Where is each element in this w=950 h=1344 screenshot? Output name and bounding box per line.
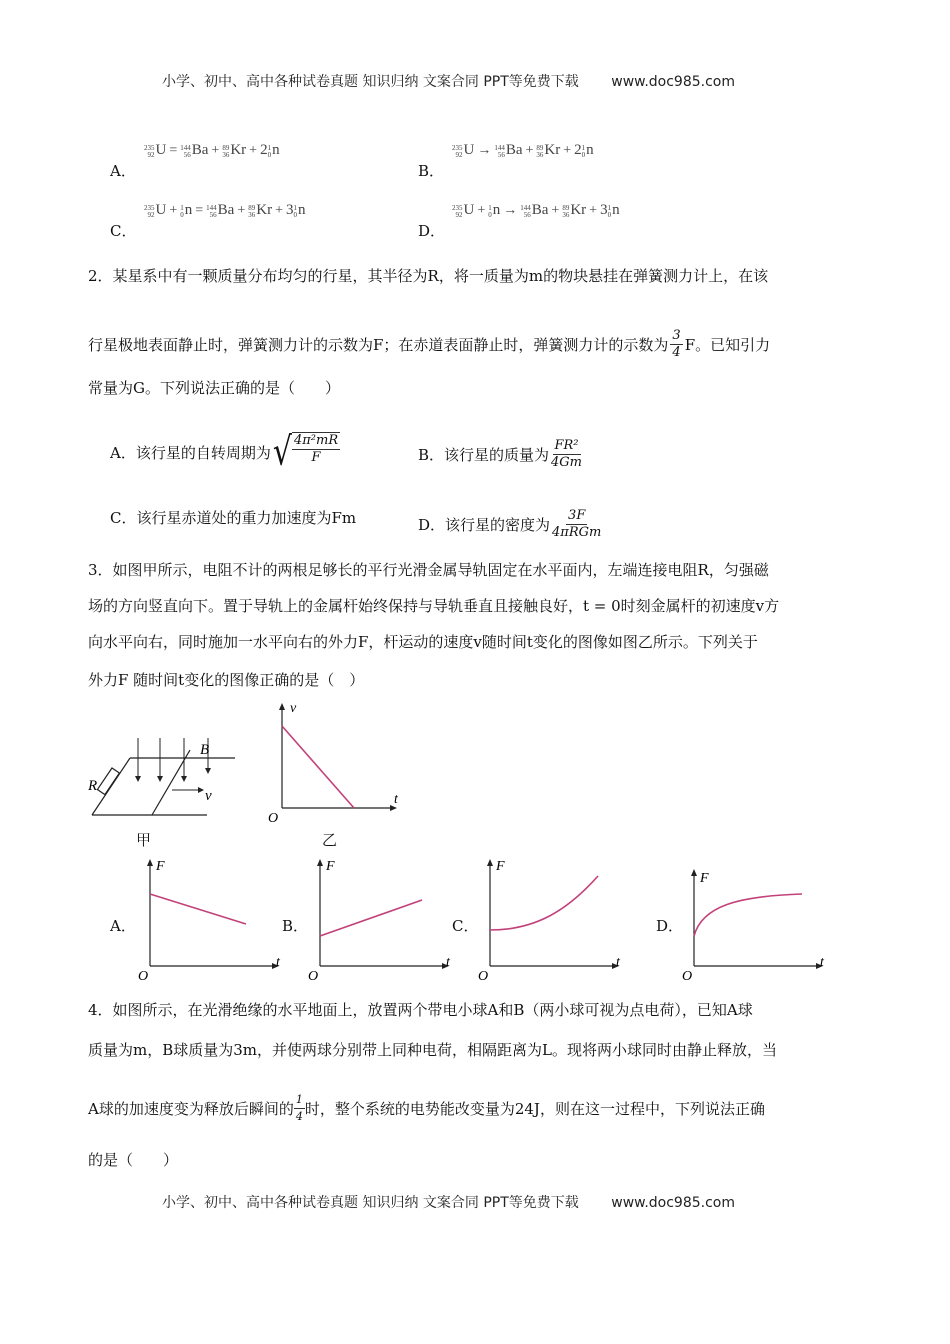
label-o: O [268, 811, 279, 826]
q4-frac-1-4 [294, 1092, 305, 1125]
q3-option-d-letter: D． [656, 917, 684, 935]
q3-figure-jia [80, 730, 250, 830]
label-o: O [682, 969, 693, 984]
sqrt-icon: √ [272, 429, 292, 476]
label-t: t [276, 955, 280, 970]
frac-num: 1 [294, 1092, 305, 1109]
q3-line-1: 3．如图甲所示，电阻不计的两根足够长的平行光滑金属导轨固定在水平面内，左端连接电阻R，匀强磁 [88, 561, 769, 579]
arrow-head [135, 776, 141, 782]
label-o: O [138, 969, 149, 984]
q1-option-c-letter: C． [110, 222, 137, 240]
q1-option-d-equation: 235 92 U + 1 0 n → 144 56 Ba + 89 36 Kr + 3 1 0 n [452, 202, 620, 219]
arrow-head [157, 776, 163, 782]
q3-figure-yi [262, 698, 407, 828]
q3-line-2: 场的方向竖直向下。置于导轨上的金属杆始终保持与导轨垂直且接触良好，t = 0时刻金属杆的初速度v方 [88, 597, 780, 615]
label-o: O [478, 969, 489, 984]
q2-option-a [110, 429, 340, 476]
frac-den: 4Gm [551, 455, 583, 470]
arrow-head [691, 869, 697, 876]
q4-line-3b: 时，整个系统的电势能改变量为24J，则在这一过程中，下列说法正确 [304, 1099, 765, 1118]
q1-option-a-letter: A． [110, 162, 136, 180]
q2-option-d-frac [550, 508, 603, 541]
q2-line-2b: F。已知引力 [684, 335, 771, 354]
f-t-curve [150, 894, 246, 924]
q4-line-2: 质量为m，B球质量为3m，并使两球分别带上同种电荷，相隔距离为L。现将两小球同时由静止释放，当 [88, 1041, 777, 1059]
arrow-head [147, 859, 153, 866]
arrow-head [279, 703, 285, 710]
header-site: www.doc985.com [611, 74, 735, 90]
arrow-head [198, 787, 204, 793]
label-f: F [156, 859, 165, 874]
label-o: O [308, 969, 319, 984]
q2-option-a-frac [292, 432, 340, 466]
f-t-curve [694, 894, 802, 936]
q1-option-d-letter: D． [418, 222, 446, 240]
q3-option-b-graph [304, 856, 459, 986]
fig-label-jia: 甲 [136, 831, 152, 849]
frac-num: 3 [672, 328, 681, 343]
fig-label-yi: 乙 [322, 831, 338, 849]
q3-option-c-letter: C． [452, 917, 479, 935]
page-footer [162, 1192, 735, 1212]
q3-option-b-letter: B． [282, 917, 309, 935]
q4-line-4: 的是（ ） [88, 1151, 179, 1169]
q4-line-1: 4．如图所示，在光滑绝缘的水平地面上，放置两个带电小球A和B（两小球可视为点电荷），已知A球 [88, 1001, 753, 1019]
label-f: F [700, 871, 709, 886]
q3-option-d-graph [678, 866, 833, 986]
q3-line-3: 向水平向右，同时施加一水平向右的外力F，杆运动的速度v随时间t变化的图像如图乙所示。下列关于 [88, 633, 758, 651]
f-t-curve [320, 900, 422, 936]
header-text: 小学、初中、高中各种试卷真题 知识归纳 文案合同 PPT等免费下载 [162, 74, 579, 90]
label-f: F [496, 859, 505, 874]
label-r: R [88, 778, 98, 794]
q1-option-b-letter: B． [418, 162, 445, 180]
frac-den: 4 [672, 345, 681, 360]
q4-line-3 [88, 1092, 765, 1125]
footer-text: 小学、初中、高中各种试卷真题 知识归纳 文案合同 PPT等免费下载 [162, 1195, 579, 1211]
frac-den: F [311, 450, 321, 465]
f-t-curve [490, 876, 598, 930]
frac-den: 4πRGm [552, 525, 602, 540]
arrow-head [487, 859, 493, 866]
frac-num: 4π²mR [293, 433, 339, 448]
q2-option-d [418, 508, 603, 541]
q3-option-a-letter: A． [110, 917, 136, 935]
q3-option-a-graph [134, 856, 284, 986]
label-t: t [446, 955, 450, 970]
frac-den: 4 [295, 1110, 303, 1123]
q2-line-2 [88, 328, 770, 361]
q3-line-4: 外力F 随时间t变化的图像正确的是（ ） [88, 671, 365, 689]
arrow-head [181, 776, 187, 782]
q2-option-b [418, 438, 584, 471]
q3-option-c-graph [474, 856, 629, 986]
q1-option-c-equation: 235 92 U + 1 0 n = 144 56 Ba + 89 36 Kr + 3 1 0 n [144, 202, 306, 219]
v-t-line [282, 726, 354, 808]
label-b: B [200, 742, 210, 758]
arrow-head [317, 859, 323, 866]
q2-frac-3-4 [670, 328, 682, 361]
q1-option-b-equation: 235 92 U → 144 56 Ba + 89 36 Kr + 2 1 0 n [452, 142, 594, 159]
label-v: v [290, 701, 297, 716]
footer-site: www.doc985.com [611, 1195, 735, 1211]
q2-option-b-frac [549, 438, 584, 471]
q2-option-c: C．该行星赤道处的重力加速度为Fm [110, 509, 357, 527]
label-v: v [205, 788, 212, 804]
q2-line-2a: 行星极地表面静止时，弹簧测力计的示数为F；在赤道表面静止时，弹簧测力计的示数为 [88, 335, 669, 354]
arrow-head [205, 768, 211, 774]
label-t: t [820, 955, 824, 970]
label-t: t [394, 792, 398, 807]
q2-line-1: 2．某星系中有一颗质量分布均匀的行星，其半径为R，将一质量为m的物块悬挂在弹簧测力计上，在该 [88, 267, 769, 285]
q2-option-b-text: B．该行星的质量为 [418, 445, 550, 464]
page-header [162, 71, 735, 91]
q1-option-a-equation: 235 92 U = 144 56 Ba + 89 36 Kr + 2 1 0 n [144, 142, 280, 159]
label-t: t [616, 955, 620, 970]
label-f: F [326, 859, 335, 874]
q2-option-a-text: A．该行星的自转周期为 [110, 444, 271, 462]
frac-num: FR² [554, 438, 579, 453]
q4-line-3a: A球的加速度变为释放后瞬间的 [88, 1099, 294, 1118]
q2-line-3: 常量为G。下列说法正确的是（ ） [88, 379, 340, 397]
frac-num: 3F [568, 508, 586, 523]
q2-option-d-text: D．该行星的密度为 [418, 515, 551, 534]
